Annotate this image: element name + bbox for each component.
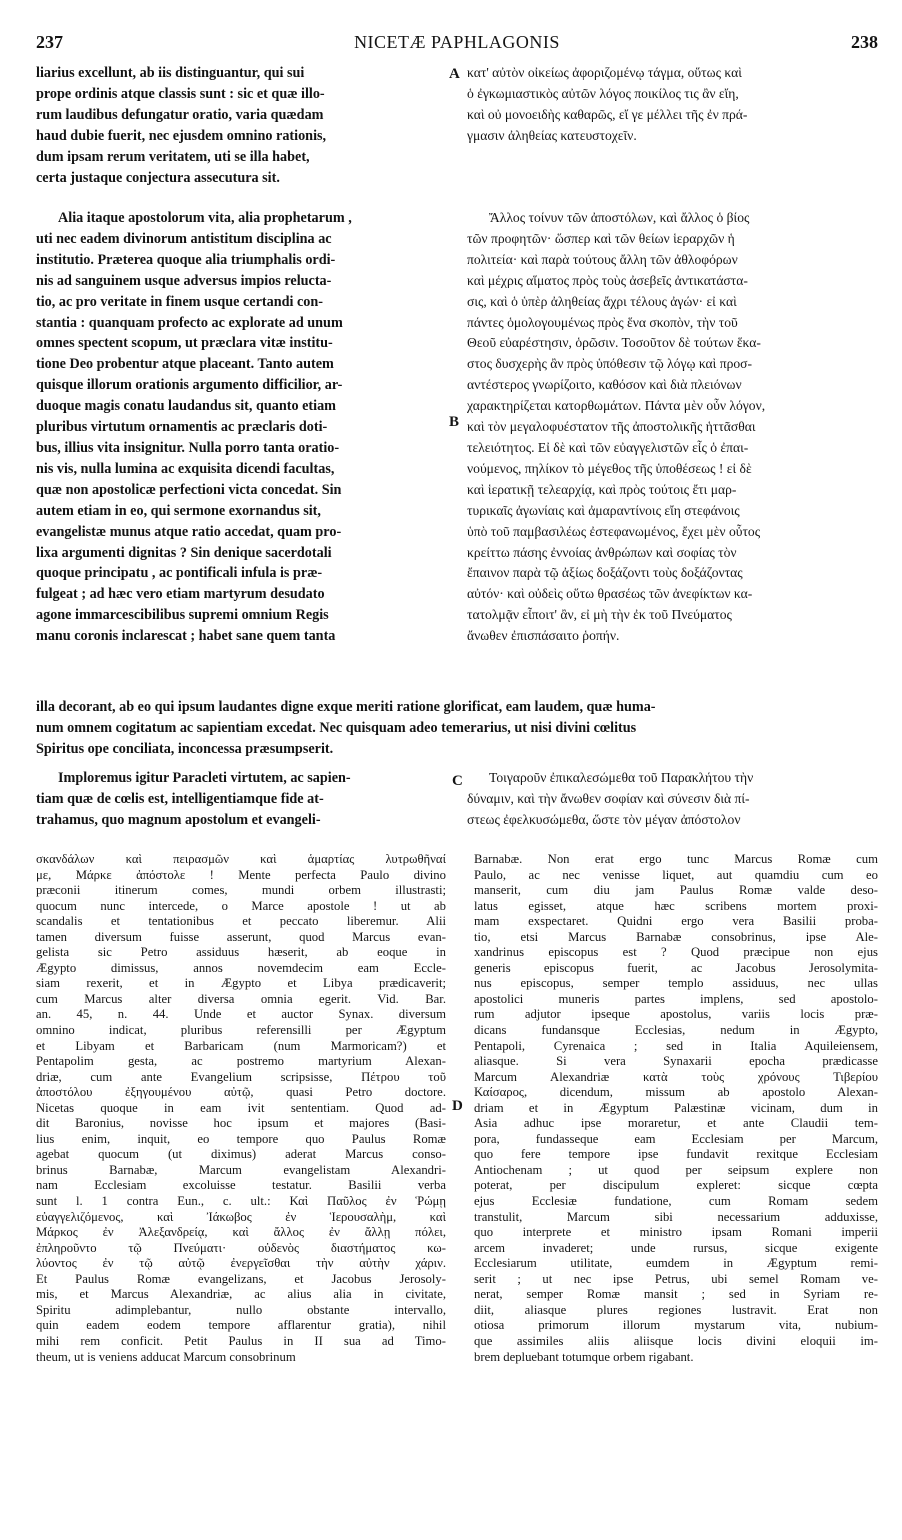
text-line: τῶν προφητῶν· ὥσπερ καὶ τῶν θείων ἱεραρχῶν ἡ <box>467 230 735 246</box>
text-line: Alia itaque apostolorum vita, alia prophetarum , <box>58 210 352 226</box>
note-line: agebat quocum (ut diximus) aderat Marcus conso- <box>36 1147 446 1162</box>
note-line: apostolici muneris partes implens, sed apostolo- <box>474 991 878 1006</box>
text-line: agone immarcescibilibus supremi omnium Regis <box>36 607 329 624</box>
text-line: Spiritus ope conciliata, inconcessa præsumpserit. <box>36 740 334 757</box>
note-line: Antiochenam ; ut quod per seipsum explere non <box>474 1162 878 1177</box>
text-line: quoque principatu , ac pontificali infula is præ- <box>36 565 323 582</box>
full-width-paragraph <box>36 697 878 760</box>
text-line: trahamus, quo magnum apostolum et evangeli- <box>36 811 321 828</box>
note-line: Barnabæ. Non erat ergo tunc Marcus Romæ cum <box>474 852 878 866</box>
text-line: ὁ ἐγκωμιαστικὸς αὐτῶν λόγος ποικίλος τις ἂν εἴη, <box>467 85 739 101</box>
text-line: illa decorant, ab eo qui ipsum laudantes digne exque meriti ratione glorificat, eam laudem, quæ huma- <box>36 699 656 715</box>
text-line: αντέστερος γνωρίζοιτο, καθόσον καὶ διὰ πλειόνων <box>467 377 742 393</box>
text-line: Imploremus igitur Paracleti virtutem, ac sapien- <box>58 770 351 786</box>
text-line: δύναμιν, καὶ τὴν ἄνωθεν σοφίαν καὶ σύνεσιν διὰ πί- <box>467 790 750 806</box>
running-header <box>36 32 878 58</box>
text-line: evangelistæ munus atque ratio accedat, quam pro- <box>36 523 342 540</box>
note-line: xandrinus episcopus est ? Quod præcipue non ejus <box>474 945 878 960</box>
note-line: mis, et Marcus Alexandriæ, ac alius alia in civitate, <box>36 1287 446 1302</box>
note-line: an. 45, n. 44. Unde et auctor Synax. diversum <box>36 1007 446 1022</box>
note-line: tamen diversum fuisse asserunt, quod Marcus evan- <box>36 929 446 944</box>
greek-column-top <box>467 63 879 147</box>
note-line: quo fere tempore ipse fundavit rexitque Ecclesiam <box>474 1147 878 1162</box>
note-line: sunt l. 1 contra Eun., c. ult.: Καὶ Παῦλος ἐν Ῥώμῃ <box>36 1194 446 1209</box>
note-line: σκανδάλων καὶ πειρασμῶν καὶ ἁμαρτίας λυτρωθῆναί <box>36 852 446 866</box>
footnotes-left-column <box>36 852 446 1365</box>
note-line: transtulit, Marcum sibi necessarium adduxisse, <box>474 1209 878 1224</box>
note-line: nerat, semper Romæ mansit ; sed in Syriam re- <box>474 1287 878 1302</box>
note-line: brinus Barnabæ, Marcum evangelistam Alexandri- <box>36 1162 446 1177</box>
text-line: τυρικαῖς ἀγωνίαις καὶ ἀμαραντίνοις εἴη στεφάνοις <box>467 502 740 518</box>
note-line: theum, ut is veniens adducat Marcum consobrinum <box>36 1349 296 1364</box>
text-line: manu coronis inclarescat ; habet sane quem tanta <box>36 628 336 645</box>
latin-column-bottom <box>36 768 444 831</box>
note-line: Ægypto dimissus, annos novemdecim eam Eccle- <box>36 960 446 975</box>
note-line: ejus Ecclesiæ fundatione, cum Romam sedem <box>474 1194 878 1209</box>
text-line: πολιτεία· καὶ παρὰ τούτους ἄλλη τῶν ἀθλοφόρων <box>467 251 738 267</box>
note-line: serit ; ut nec ipse Petrus, ubi semel Romam ve- <box>474 1271 878 1286</box>
note-line: εὐαγγελιζόμενος, καὶ Ἰάκωβος ἐν Ἱερουσαλὴμ, καὶ <box>36 1209 446 1224</box>
text-line: καὶ μέχρις αἵματος πρὸς τοὺς ἀσεβεῖς ἀντικατάστα- <box>467 272 748 288</box>
note-line: Ecclesiarum utilitate, eumdem in Ægyptum remi- <box>474 1256 878 1271</box>
text-line: institutio. Præterea quoque alia triumphalis ordi- <box>36 251 336 268</box>
right-page-number: 238 <box>851 32 878 52</box>
text-line: πάντες ὁμολογουμένως πρὸς ἕνα σκοπὸν, τὴν τοῦ <box>467 314 738 330</box>
text-line: tiam quæ de cœlis est, intelligentiamque fide at- <box>36 790 324 807</box>
note-line: dicans fundansque Ecclesias, nedum in Ægypto, <box>474 1023 878 1038</box>
text-line: Ἄλλος τοίνυν τῶν ἀποστόλων, καὶ ἄλλος ὁ βίος <box>489 210 750 225</box>
note-line: mihi rem conficit. Petit Paulus in II sua ad Timo- <box>36 1333 446 1348</box>
text-line: τελειότητος. Εἰ δὲ καὶ τῶν εὐαγγελιστῶν εἷς ὁ ἐπαι- <box>467 439 749 455</box>
text-line: fulgeat ; ad hæc vero etiam martyrum desudato <box>36 586 325 603</box>
text-line: ἔπαινον παρὰ τῷ ἀξίως δοξάζοντι τοὺς δοξάζοντας <box>467 565 743 581</box>
text-line: dum ipsam rerum veritatem, uti se illa habet, <box>36 148 310 165</box>
note-line: diit, aliasque plures regiones lustravit. Erat non <box>474 1302 878 1317</box>
note-line: quo interprete et ministro ipsam Romani imperii <box>474 1225 878 1240</box>
text-line: nis ad sanguinem usque adversus impios reluctа- <box>36 272 332 289</box>
running-title: NICETÆ PAPHLAGONIS <box>354 32 560 52</box>
text-line: quæ non apostolicæ perfectioni victa concedat. Sin <box>36 481 342 498</box>
note-line: que assimiles aliis aliisque locis divini eloquii im- <box>474 1333 878 1348</box>
note-line: lius enim, inquit, eo tempore quo Paulus Romæ <box>36 1131 446 1146</box>
note-line: driam et in Ægyptum Palæstinæ vicinam, dum in <box>474 1100 878 1115</box>
text-line: haud dubie fuerit, nec ejusdem omnino rationis, <box>36 127 327 144</box>
text-line: Τοιγαροῦν ἐπικαλεσώμεθα τοῦ Παρακλήτου τὴν <box>489 770 754 785</box>
note-line: mam exspectaret. Quidni ergo vera Basilii proba- <box>474 914 878 929</box>
note-line: Et Paulus Romæ evangelizans, et Jacobus Jerosoly- <box>36 1271 446 1286</box>
text-line: καὶ τὸν μεγαλοφυέστατον τῆς ἀποστολικῆς ἡττᾶσθαι <box>467 419 756 435</box>
text-line: καὶ ἱερατικῇ τελεαρχίᾳ, καὶ πρὸς τούτοις ἔτι μαρ- <box>467 481 737 497</box>
note-line: et Libyam et Barbaricam (num Marmoricam?) et <box>36 1038 446 1053</box>
text-line: γμασιν ἀληθείας κατευστοχεῖν. <box>467 127 637 143</box>
text-line: quisque illorum orationis argumento difficilior, ar- <box>36 377 343 394</box>
note-line: dit Baronius, novisse hoc ipsum et majores (Basi- <box>36 1116 446 1131</box>
text-line: νούμενος, πηλίκον τὸ μέγεθος τῆς ὑποθέσεως ! εἰ δὲ <box>467 460 752 476</box>
note-line: omnino indicat, pluribus referensilli per Ægyptum <box>36 1023 446 1038</box>
text-line: bus, illius vita insignitur. Nulla porro tanta oratio- <box>36 439 340 456</box>
text-line: omnes spectent scopum, ut præclara vitæ institu- <box>36 335 333 352</box>
text-line: stantia : quanquam profecto ac explorate ad unum <box>36 314 343 331</box>
text-line: αὐτόν· καὶ οὐδεὶς οὕτω θρασέως τῶν ἀνεφίκτων κα- <box>467 586 753 602</box>
text-line: ἄνωθεν ἐπισπάσαιτο ῥοπήν. <box>467 628 620 644</box>
note-line: Nicetas quoque in eam ivit sententiam. Quod ad- <box>36 1100 446 1115</box>
text-line: num omnem cogitatum ac sapientiam excedat. Nec quisquam adeo temerarius, ut nisi divini cœlitus <box>36 719 637 736</box>
note-line: nam Ecclesiam excoluisse testatur. Basilii verba <box>36 1178 446 1193</box>
text-line: στεως ἐφελκυσώμεθα, ὥστε τὸν μέγαν ἀπόστολον <box>467 811 741 827</box>
note-line: brem depluebant totumque orbem rigabant. <box>474 1349 694 1364</box>
note-line: otiosa primorum illorum mystarum vita, nubium- <box>474 1318 878 1333</box>
text-line: duoque magis conatu laudandus sit, quanto etiam <box>36 398 336 415</box>
note-line: siam rexerit, et in Ægypto et Libya prædicaverit; <box>36 976 446 991</box>
note-line: Καίσαρος, dicendum, missum ab apostolo Alexan- <box>474 1085 878 1100</box>
text-line: certa justaque conjectura assecutura sit. <box>36 169 280 186</box>
text-line: ὑπὸ τοῦ παμβασιλέως ἐστεφανωμένος, ἔχει μὲν οὗτος <box>467 523 761 539</box>
text-line: Θεοῦ εὐαρέστησιν, ὁρῶσιν. Τοσοῦτον δὲ τούτων ἕκα- <box>467 335 761 351</box>
note-line: manserit, cum diu jam Paulus Romæ valde deso- <box>474 883 878 898</box>
text-line: σις, καὶ ὁ ὑπὲρ ἀληθείας ἄχρι τέλους ἀγών· εἰ καὶ <box>467 293 737 309</box>
greek-column-middle <box>467 208 879 647</box>
text-line: pluribus virtutum ornamentis ac præclaris doti- <box>36 419 328 436</box>
note-line: Pentapoli, Cyrenaica ; sed in Italia Aquileiensem, <box>474 1038 878 1053</box>
text-line: χαρακτηρίζεται κατορθωμάτων. Πάντα μὲν οὖν λόγον, <box>467 398 766 414</box>
margin-letter-d: D <box>452 1098 463 1114</box>
footnotes-right-column <box>474 852 878 1365</box>
text-line: rum laudibus defungatur oratio, varia quædam <box>36 106 324 123</box>
note-line: gelista sic Petro assiduus hæserit, ab eoque in <box>36 945 446 960</box>
text-line: tione Deo probentur atque placeant. Tanto autem <box>36 356 334 373</box>
note-line: poterat, per discipulum expleret: sicque cœpta <box>474 1178 878 1193</box>
note-line: arcem invaderet; unde rursus, sicque exigente <box>474 1240 878 1255</box>
note-line: cum Marcus alter diversa omnia egerit. Vid. Bar. <box>36 991 446 1006</box>
text-line: κρείττω πάσης ἐννοίας ἀνθρώπων καὶ σοφίας τὸν <box>467 544 737 560</box>
text-line: prope ordinis atque classis sunt : sic et quæ illo- <box>36 85 325 102</box>
text-line: κατ' αὐτὸν οἰκείως ἀφοριζομένῳ τάγμα, οὕτως καὶ <box>467 65 742 80</box>
note-line: Asia adhuc ipse moraretur, et ante Claudii tem- <box>474 1116 878 1131</box>
note-line: tio, etsi Marcus Barnabæ consobrinus, ipse Ale- <box>474 929 878 944</box>
note-line: Pentapolim gesta, ac postremo martyrium Alexan- <box>36 1054 446 1069</box>
note-line: Marcum Alexandriæ κατὰ τοὺς χρόνους Τιβερίου <box>474 1069 878 1084</box>
note-line: quocum nunc intercede, o Marce apostole ! ut ab <box>36 898 446 913</box>
note-line: driæ, cum ante Evangelium scripsisse, Πέτρου τοῦ <box>36 1069 446 1084</box>
note-line: latus egisset, atque hæc scribens mortem proxi- <box>474 898 878 913</box>
note-line: ἀποστόλου ἐξηγουμένου αὐτῷ, quasi Petro doctore. <box>36 1085 446 1100</box>
note-line: λύοντος ἐν τῷ αὐτῷ ἐνεργεῖσθαι τὴν αὐτὴν χάριν. <box>36 1256 446 1271</box>
note-line: με, Μάρκε ἀπόστολε ! Mente perfecta Paulo divino <box>36 867 446 882</box>
text-line: uti nec eadem divinorum antistitum disciplina ac <box>36 230 332 247</box>
note-line: nus episcopus, semper templo assiduus, nec ullas <box>474 976 878 991</box>
latin-column-top <box>36 63 444 188</box>
margin-letter-b: B <box>449 414 460 430</box>
note-line: pora, fundasseque eam Ecclesiam per Marcum, <box>474 1131 878 1146</box>
note-line: Paulo, ac nec venisse liquet, aut quamdiu cum eo <box>474 867 878 882</box>
greek-column-bottom <box>467 768 879 831</box>
text-line: autem etiam in eo, qui sermone exornandus sit, <box>36 502 321 519</box>
text-line: τατολμᾷν εἶποιτ' ἂν, εἰ μὴ τὴν ἐκ τοῦ Πνεύματος <box>467 607 732 623</box>
left-page-number: 237 <box>36 32 63 52</box>
note-line: quin eadem eodem tempore afflarentur gratia), nihil <box>36 1318 446 1333</box>
text-line: liarius excellunt, ab iis distinguantur, qui sui <box>36 65 305 81</box>
note-line: ἐπληροῦντο τῷ Πνεύματι· οὐδενὸς διαστήματος κω- <box>36 1240 446 1255</box>
text-line: nis vis, nulla lumina ac exquisita dicendi facultas, <box>36 460 335 477</box>
note-line: scandalis et tentationibus et peccato liberemur. Alii <box>36 914 446 929</box>
note-line: Μάρκος ἐν Ἀλεξανδρείᾳ, καὶ ἄλλος ἐν ἄλλῃ πόλει, <box>36 1225 446 1240</box>
note-line: præconii itinerum comes, mundi orbem illustrasti; <box>36 883 446 898</box>
note-line: rum adjutor ipseque apostolus, variis locis præ- <box>474 1007 878 1022</box>
text-line: tio, ac pro veritate in finem usque certandi con- <box>36 293 323 310</box>
latin-column-middle <box>36 208 444 647</box>
text-line: στος δυσχερὴς ἂν πρὸς ὑπόθεσιν τῷ λόγῳ καὶ προσ- <box>467 356 753 372</box>
margin-letter-c: C <box>452 773 463 789</box>
note-line: generis episcopus fuerit, ac Jacobus Jerosolymita- <box>474 960 878 975</box>
note-line: aliasque. Si vera Synaxarii epocha prædicasse <box>474 1054 878 1069</box>
margin-letter-a: A <box>449 66 460 82</box>
text-line: lixa argumenti dignitas ? Sin denique sacerdotali <box>36 544 332 561</box>
note-line: Spiritu adimplebantur, nullo obstante intervallo, <box>36 1302 446 1317</box>
text-line: καὶ οὐ μονοειδὴς καθαρῶς, εἴ γε μέλλει τῆς ἐν πρά- <box>467 106 748 122</box>
